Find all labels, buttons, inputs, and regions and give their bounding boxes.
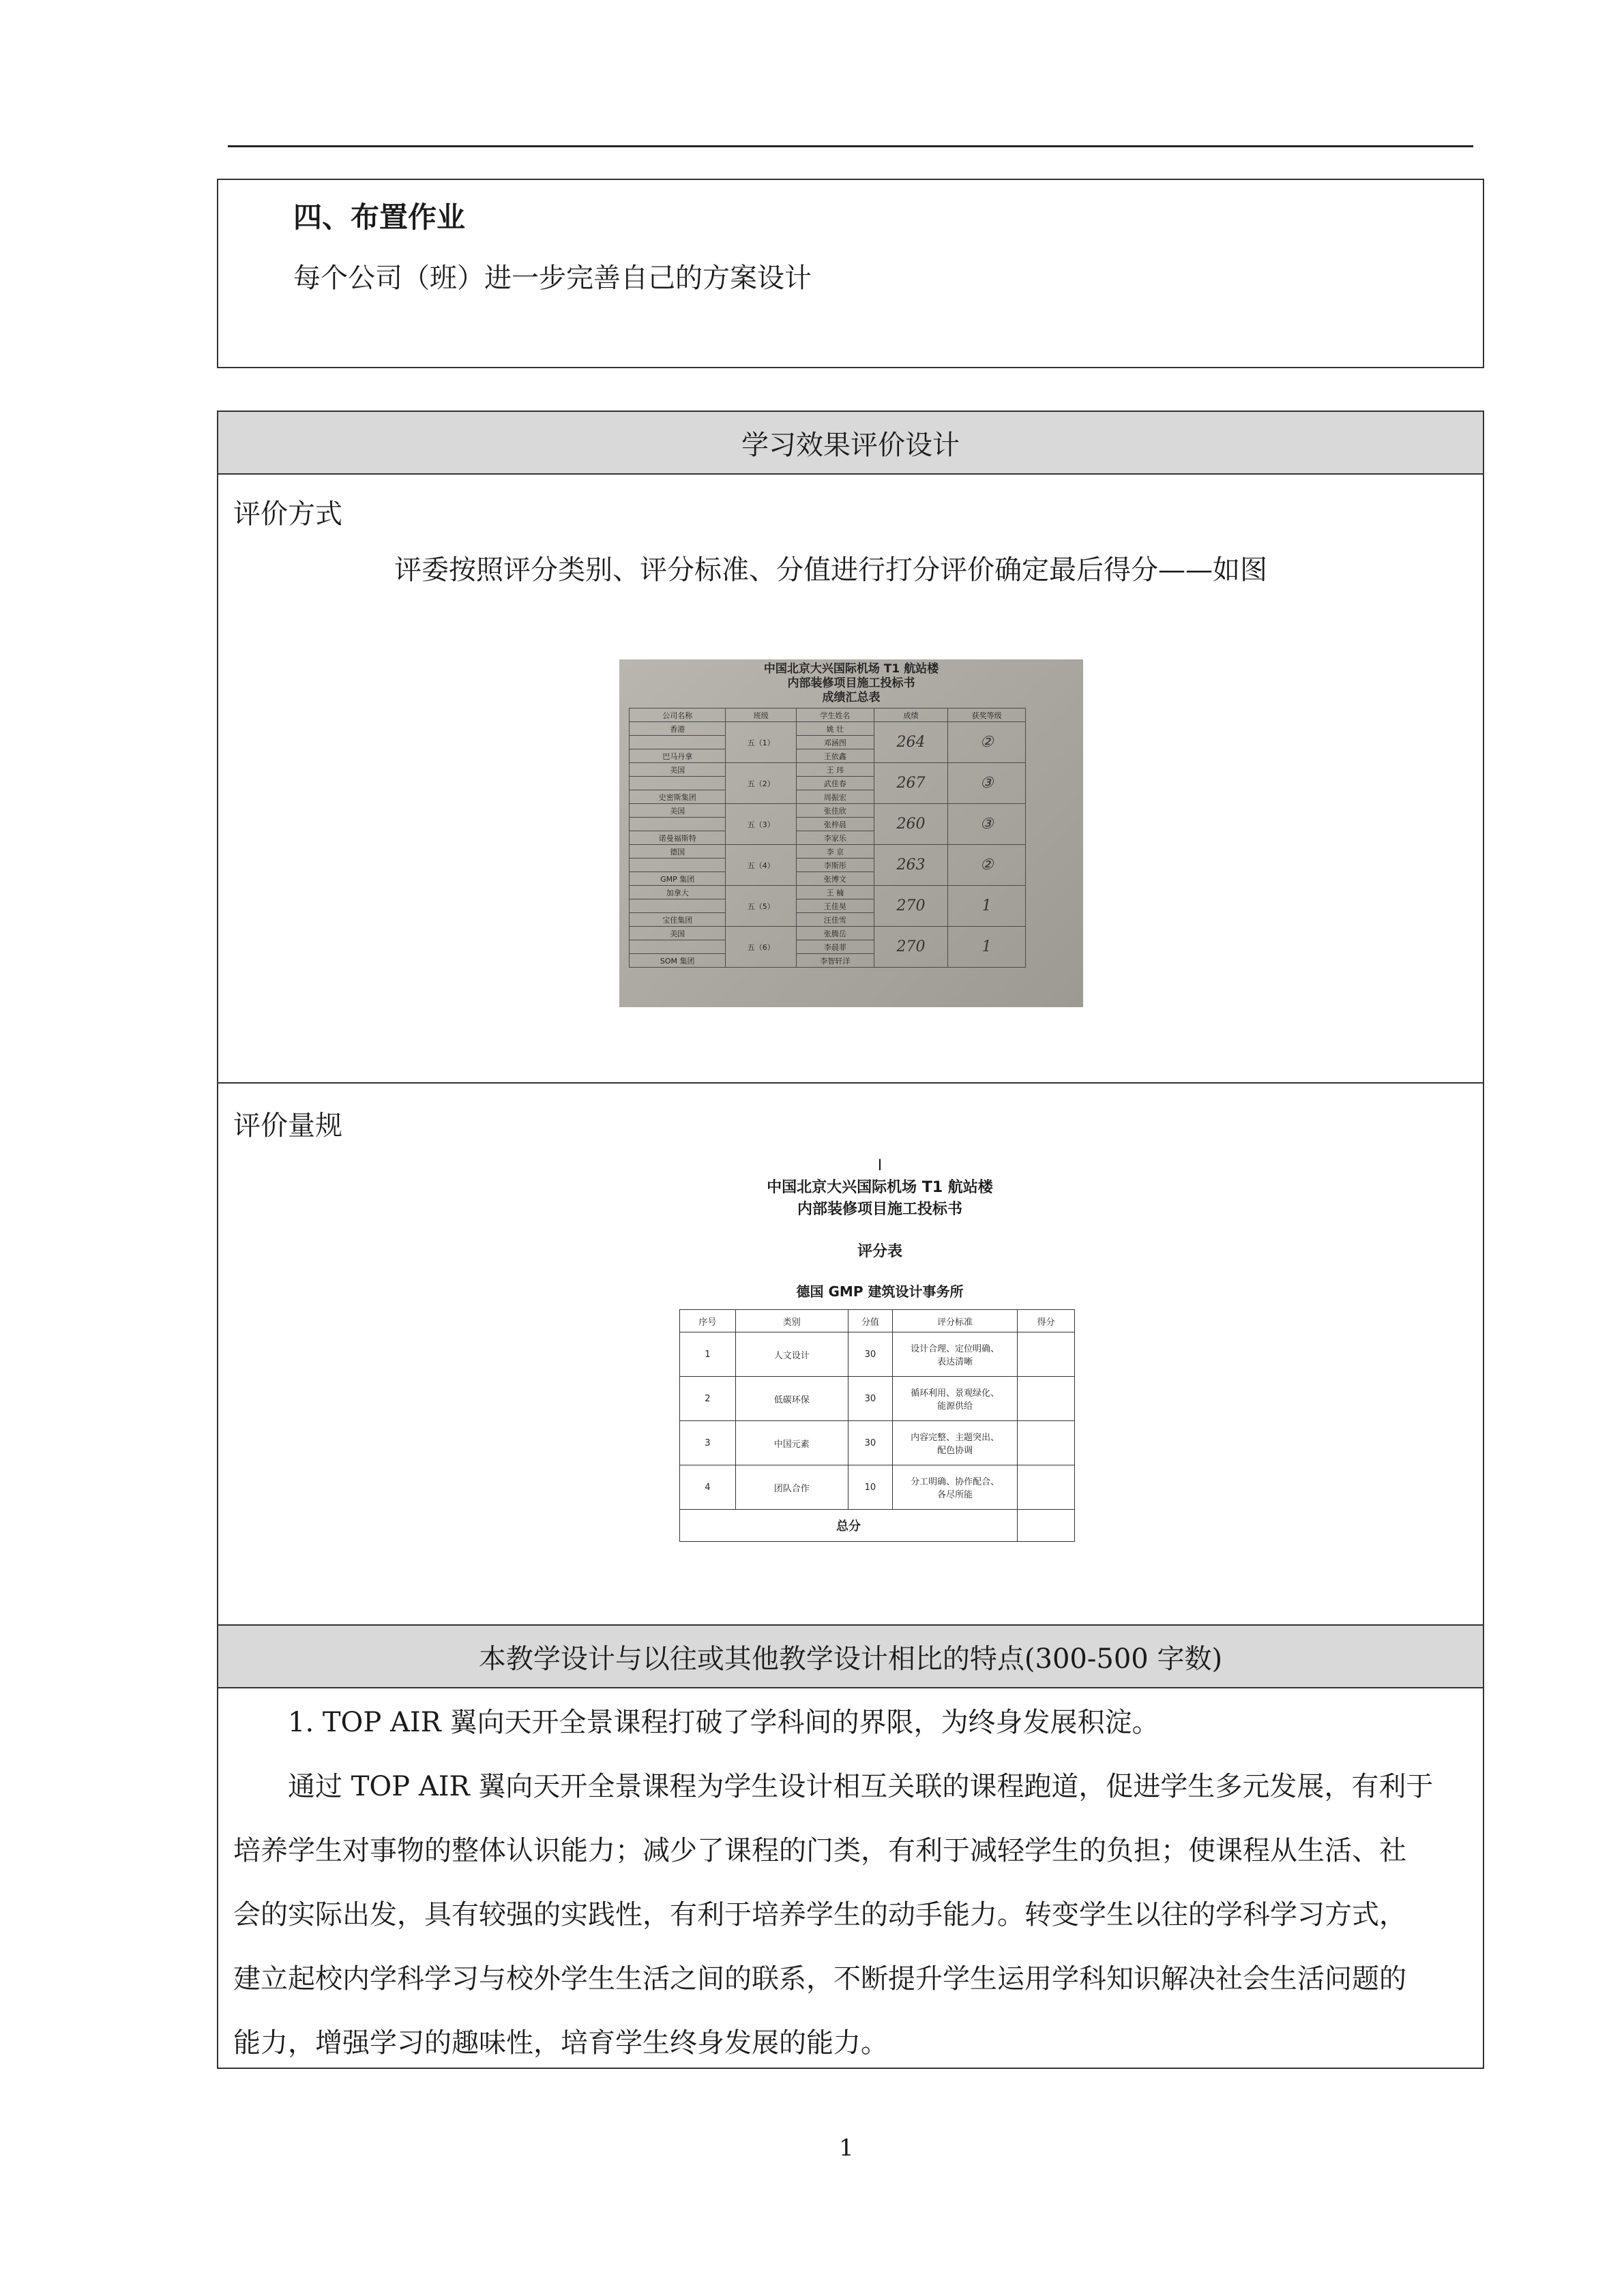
features-header: 本教学设计与以往或其他教学设计相比的特点(300-500 字数)	[218, 1624, 1483, 1688]
rubric-table	[679, 1309, 1075, 1542]
score-summary-table	[629, 708, 1026, 968]
homework-section	[217, 179, 1484, 368]
features-line-3: 会的实际出发，具有较强的实践性，有利于培养学生的动手能力。转变学生以往的学科学习方式，	[233, 1899, 1406, 1930]
table-row: 2 低碳环保 30 循环利用、景观绿化、 能源供给	[680, 1377, 1075, 1421]
table-row: GMP 集团 张博文	[630, 872, 1026, 886]
photo-title: 中国北京大兴国际机场 T1 航站楼 内部装修项目施工投标书 成绩汇总表	[763, 662, 939, 704]
rubric-title-2: 内部装修项目施工投标书	[797, 1201, 962, 1218]
rubric-company: 德国 GMP 建筑设计事务所	[796, 1283, 964, 1300]
page-number: 1	[839, 2134, 854, 2162]
table-row: 加拿大 五（5） 王 楠 270 1	[630, 886, 1026, 899]
features-line-5: 能力，增强学习的趣味性，培育学生终身发展的能力。	[233, 2027, 888, 2059]
rubric-image	[668, 1155, 1091, 1542]
homework-title: 四、布置作业	[293, 200, 466, 234]
table-row: 4 团队合作 10 分工明确、协作配合、 各尽所能	[680, 1465, 1075, 1510]
table-row: 邓涵图	[630, 736, 1026, 749]
features-point-1: 1. TOP AIR 翼向天开全景课程打破了学科间的界限，为终身发展积淀。	[288, 1707, 1160, 1738]
method-label: 评价方式	[233, 498, 342, 530]
table-row: 诺曼福斯特 李家乐	[630, 831, 1026, 845]
table-row: 李斯彤	[630, 859, 1026, 872]
table-row: 王佳昊	[630, 899, 1026, 913]
features-line-4: 建立起校内学科学习与校外学生生活之间的联系，不断提升学生运用学科知识解决社会生活问题的	[233, 1963, 1406, 1995]
table-row: 宝佳集团 汪佳雪	[630, 913, 1026, 927]
section-divider	[218, 1082, 1483, 1084]
features-line-2: 培养学生对事物的整体认识能力；减少了课程的门类，有利于减轻学生的负担；使课程从生活、社	[233, 1835, 1406, 1866]
table-row: 德国 五（4） 李 京 263 ②	[630, 845, 1026, 859]
rubric-mark: I	[877, 1157, 883, 1174]
evaluation-section	[217, 411, 1484, 2069]
table-row: 武佳春	[630, 777, 1026, 790]
method-text: 评委按照评分类别、评分标准、分值进行打分评价确定最后得分——如图	[394, 554, 1267, 586]
header-rule	[228, 145, 1473, 147]
table-row: 香港 五（1） 姚 壮 264 ②	[630, 722, 1026, 736]
rubric-label: 评价量规	[233, 1110, 342, 1142]
table-row: 李晨菲	[630, 940, 1026, 954]
homework-text: 每个公司（班）进一步完善自己的方案设计	[293, 263, 812, 294]
table-header-row: 序号 类别 分值 评分标准 得分	[680, 1310, 1075, 1332]
table-row: 史密斯集团 周振宏	[630, 790, 1026, 804]
table-row: 美国 五（6） 张腾岳 270 1	[630, 927, 1026, 940]
table-row: 1 人文设计 30 设计合理、定位明确、 表达清晰	[680, 1332, 1075, 1377]
table-row: 美国 五（3） 张佳欣 260 ③	[630, 804, 1026, 818]
rubric-title-1: 中国北京大兴国际机场 T1 航站楼	[767, 1179, 993, 1196]
score-summary-photo	[619, 659, 1083, 1007]
table-row: 3 中国元素 30 内容完整、主题突出、 配色协调	[680, 1421, 1075, 1465]
table-row: 美国 五（2） 王 玮 267 ③	[630, 763, 1026, 777]
rubric-subtitle: 评分表	[857, 1243, 902, 1260]
table-row: 巴马丹拿 王依鑫	[630, 749, 1026, 763]
table-row: 张梓晨	[630, 818, 1026, 831]
table-row	[680, 1510, 1075, 1542]
rubric-total-label: 总分	[680, 1510, 1018, 1542]
table-header-row: 公司名称 班级 学生姓名 成绩 获奖等级	[630, 709, 1026, 722]
evaluation-header: 学习效果评价设计	[218, 412, 1483, 475]
features-line-1: 通过 TOP AIR 翼向天开全景课程为学生设计相互关联的课程跑道，促进学生多元发展，有利于	[288, 1771, 1434, 1802]
table-row: SOM 集团 李智轩洋	[630, 954, 1026, 968]
